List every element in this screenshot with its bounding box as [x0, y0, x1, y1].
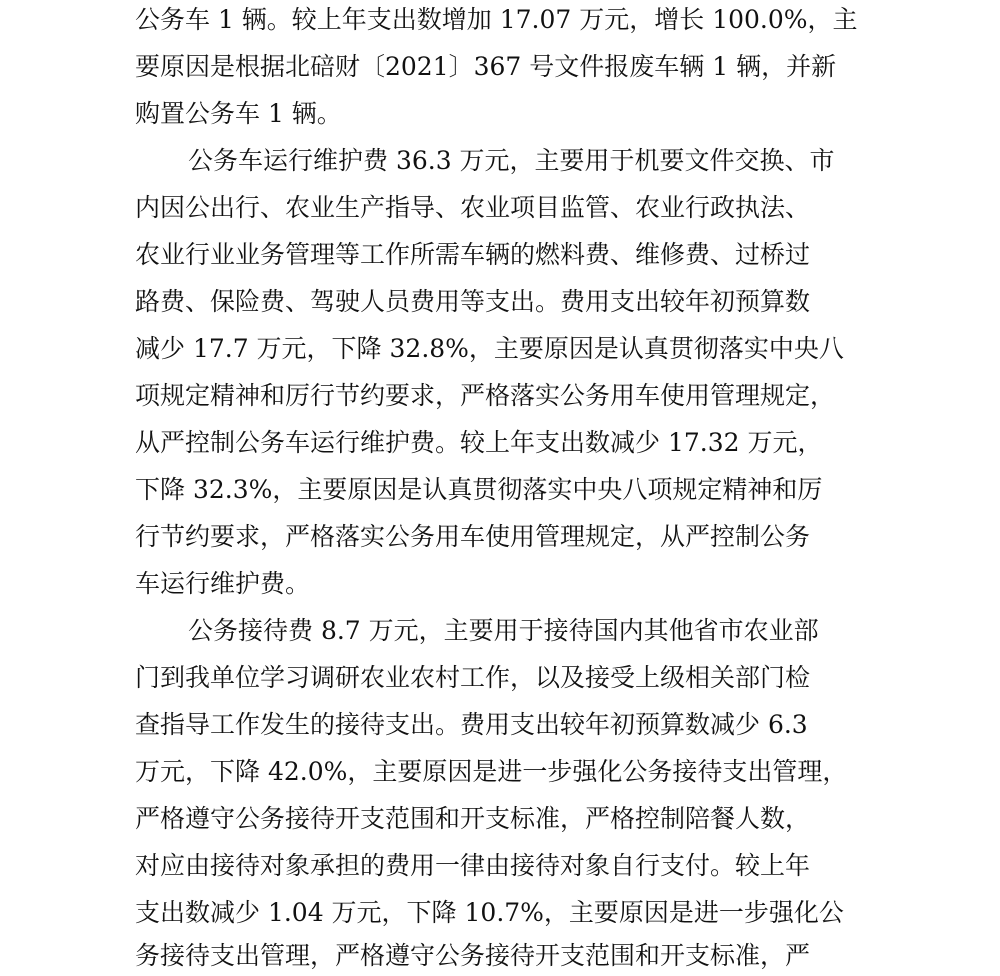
body-text-line: 农业行业业务管理等工作所需车辆的燃料费、维修费、过桥过 — [135, 240, 811, 269]
body-text-line: 内因公出行、农业生产指导、农业项目监管、农业行政执法、 — [135, 193, 811, 222]
body-text-line: 从严控制公务车运行维护费。较上年支出数减少 17.32 万元， — [135, 428, 823, 457]
body-text-line: 严格遵守公务接待开支范围和开支标准，严格控制陪餐人数， — [135, 804, 811, 833]
body-text-line: 下降 32.3%，主要原因是认真贯彻落实中央八项规定精神和厉 — [135, 475, 823, 504]
body-text-line: 支出数减少 1.04 万元，下降 10.7%，主要原因是进一步强化公 — [135, 898, 844, 927]
body-text-line: 行节约要求，严格落实公务用车使用管理规定，从严控制公务 — [135, 522, 811, 551]
body-text-line: 项规定精神和厉行节约要求，严格落实公务用车使用管理规定， — [135, 381, 836, 410]
body-text-line: 务接待支出管理，严格遵守公务接待开支范围和开支标准，严 — [135, 941, 811, 970]
paragraph-first-line: 公务接待费 8.7 万元，主要用于接待国内其他省市农业部 — [188, 616, 819, 645]
paragraph-first-line: 公务车运行维护费 36.3 万元，主要用于机要文件交换、市 — [188, 146, 835, 175]
body-text-line: 要原因是根据北碚财〔2021〕367 号文件报废车辆 1 辆，并新 — [135, 52, 837, 81]
body-text-line: 减少 17.7 万元，下降 32.8%，主要原因是认真贯彻落实中央八 — [135, 334, 844, 363]
body-text-line: 路费、保险费、驾驶人员费用等支出。费用支出较年初预算数 — [135, 287, 811, 316]
body-text-line: 车运行维护费。 — [135, 569, 311, 598]
body-text-line: 公务车 1 辆。较上年支出数增加 17.07 万元，增长 100.0%，主 — [135, 5, 858, 34]
body-text-line: 查指导工作发生的接待支出。费用支出较年初预算数减少 6.3 — [135, 710, 808, 739]
body-text-line: 对应由接待对象承担的费用一律由接待对象自行支付。较上年 — [135, 851, 811, 880]
body-text-line: 购置公务车 1 辆。 — [135, 99, 342, 128]
body-text-line: 门到我单位学习调研农业农村工作，以及接受上级相关部门检 — [135, 663, 811, 692]
body-text-line: 万元，下降 42.0%，主要原因是进一步强化公务接待支出管理， — [135, 757, 848, 786]
